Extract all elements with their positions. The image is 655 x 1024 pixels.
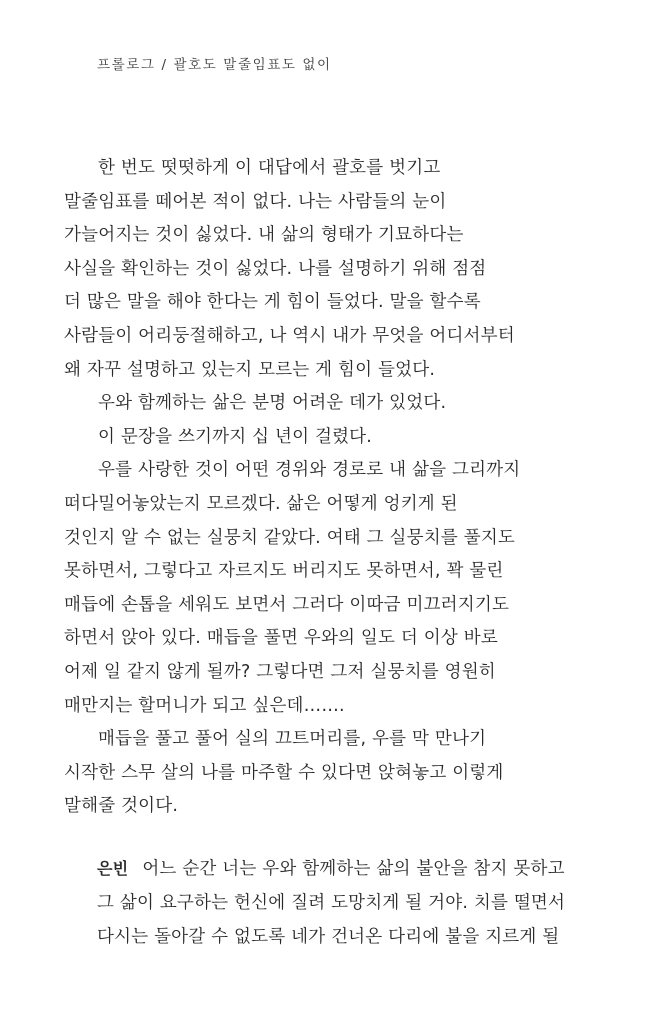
text-line: 사람들이 어리둥절해하고, 나 역시 내가 무엇을 어디서부터 (64, 325, 515, 346)
text-line: 매만지는 할머니가 되고 싶은데……. (64, 695, 345, 716)
text-line: 것인지 알 수 없는 실뭉치 같았다. 여태 그 실뭉치를 풀지도 (64, 527, 516, 548)
dialogue-block (97, 852, 566, 954)
text-line: 어제 일 같지 않게 될까? 그렇다면 그저 실뭉치를 영원히 (64, 661, 496, 682)
text-line: 떠다밀어놓았는지 모르겠다. 삶은 어떻게 엉키게 된 (64, 493, 458, 514)
text-line: 매듭에 손톱을 세워도 보면서 그러다 이따금 미끄러지기도 (64, 594, 510, 615)
text-line: 우를 사랑한 것이 어떤 경위와 경로로 내 삶을 그리까지 (98, 460, 521, 481)
text-line: 왜 자꾸 설명하고 있는지 모르는 게 힘이 들었다. (64, 359, 436, 380)
text-line: 이 문장을 쓰기까지 십 년이 걸렸다. (98, 426, 373, 447)
text-line: 한 번도 떳떳하게 이 대답에서 괄호를 벗기고 (98, 158, 441, 178)
running-header: 프롤로그 / 괄호도 말줄임표도 없이 (97, 57, 332, 73)
text-line: 더 많은 말을 해야 한다는 게 힘이 들었다. 말을 할수록 (64, 292, 481, 313)
text-line: 우와 함께하는 삶은 분명 어려운 데가 있었다. (98, 393, 447, 414)
dialogue-text: 어느 순간 너는 우와 함께하는 삶의 불안을 참지 못하고 (142, 859, 565, 879)
text-line: 시작한 스무 살의 나를 마주할 수 있다면 앉혀놓고 이렇게 (64, 762, 504, 783)
body-text (64, 152, 544, 824)
dialogue-line: 그 삶이 요구하는 헌신에 질려 도망치게 될 거야. 치를 떨면서 (97, 893, 566, 913)
speaker-name: 은빈 (97, 859, 129, 878)
text-line: 사실을 확인하는 것이 싫었다. 나를 설명하기 위해 점점 (64, 258, 487, 279)
text-line: 하면서 앉아 있다. 매듭을 풀면 우와의 일도 더 이상 바로 (64, 628, 498, 649)
text-line: 말줄임표를 떼어본 적이 없다. 나는 사람들의 눈이 (64, 191, 447, 212)
dialogue-line (97, 852, 565, 886)
dialogue-line: 다시는 돌아갈 수 없도록 네가 건너온 다리에 불을 지르게 될 (97, 927, 560, 947)
text-line: 말해줄 것이다. (64, 796, 179, 817)
text-line: 매듭을 풀고 풀어 실의 끄트머리를, 우를 막 만나기 (98, 729, 487, 750)
text-line: 못하면서, 그렇다고 자르지도 버리지도 못하면서, 꽉 물린 (64, 561, 504, 582)
text-line: 가늘어지는 것이 싫었다. 내 삶의 형태가 기묘하다는 (64, 225, 464, 246)
